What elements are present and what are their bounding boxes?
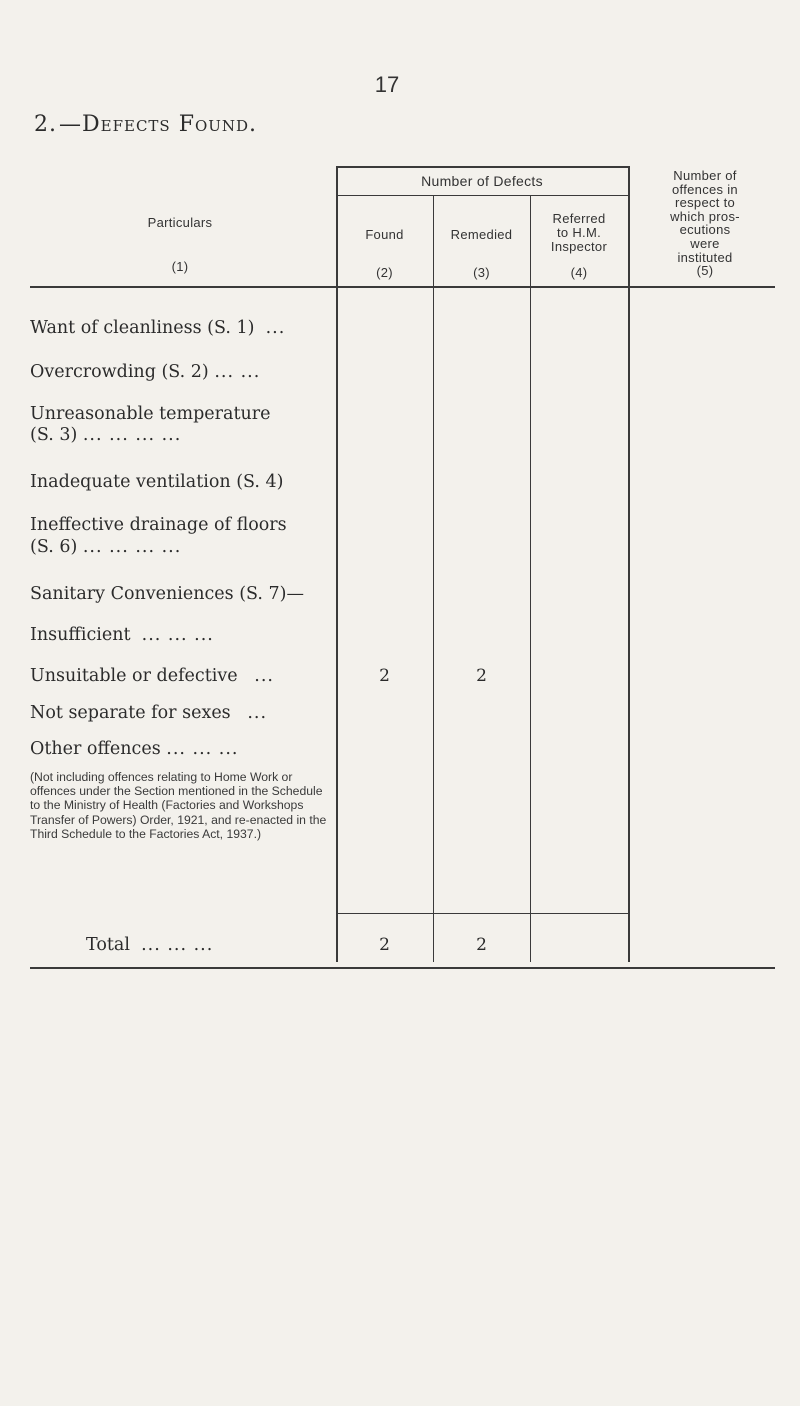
header-prosecutions xyxy=(630,169,780,278)
header-group: Number of Defects xyxy=(421,173,543,189)
header-pros-l1: Number of xyxy=(673,168,737,183)
cell-total-found: 2 xyxy=(379,935,390,955)
section-title xyxy=(34,112,257,137)
header-pros-l5: ecutions xyxy=(679,222,731,238)
rule-header-bottom xyxy=(30,286,775,288)
header-referred xyxy=(530,212,628,254)
row-label-overcrowding: Overcrowding (S. 2) ... ... xyxy=(30,362,261,382)
row-label-drainage-2: (S. 6) ... ... ... ... xyxy=(30,537,182,557)
rule-group-under xyxy=(336,195,628,196)
col-divider-4 xyxy=(628,166,630,962)
row-label-cleanliness: Want of cleanliness (S. 1) ... xyxy=(30,318,286,338)
row-label-other: Other offences ... ... ... xyxy=(30,739,239,759)
rule-bottom xyxy=(30,967,775,969)
col-divider-1 xyxy=(336,166,338,962)
section-title-text: —Defects Found. xyxy=(59,112,258,137)
header-remedied-num: (3) xyxy=(473,265,490,280)
other-offences-note: (Not including offences relating to Home Work or offences under the Section mentioned in the Schedule to the Ministry of Health (Factories and Workshops Transfer of Powers) Order, 1921, and re-enacted in the Third Schedule to the Factories Act, 1937.) xyxy=(30,770,327,841)
header-referred-l3: Inspector xyxy=(550,239,608,254)
row-label-unsuitable: Unsuitable or defective ... xyxy=(30,666,274,686)
header-referred-num: (4) xyxy=(570,265,588,280)
header-pros-num: (5) xyxy=(696,263,714,279)
header-referred-l1: Referred xyxy=(552,211,606,226)
cell-total-remedied: 2 xyxy=(476,935,487,955)
row-label-temperature: Unreasonable temperature xyxy=(30,404,271,424)
row-label-temperature-2: (S. 3) ... ... ... ... xyxy=(30,425,182,445)
header-pros-l4: which pros- xyxy=(670,208,740,224)
header-remedied: Remedied xyxy=(450,227,513,242)
cell-unsuitable-remedied: 2 xyxy=(476,666,487,686)
page-number: 17 xyxy=(374,72,400,97)
header-referred-l2: to H.M. xyxy=(557,225,601,240)
row-label-total: Total ... ... ... xyxy=(86,935,214,955)
row-label-not-separate: Not separate for sexes ... xyxy=(30,703,268,723)
section-number: 2. xyxy=(34,112,57,137)
header-pros-l7: instituted xyxy=(677,249,733,265)
header-found: Found xyxy=(365,227,404,242)
header-found-num: (2) xyxy=(376,265,393,280)
col-divider-3 xyxy=(530,196,531,962)
header-pros-l3: respect to xyxy=(674,195,736,211)
row-label-drainage: Ineffective drainage of floors xyxy=(30,515,287,535)
header-particulars-num: (1) xyxy=(171,259,189,274)
cell-unsuitable-found: 2 xyxy=(379,666,390,686)
col-divider-2 xyxy=(433,196,434,962)
header-particulars: Particulars xyxy=(147,215,213,230)
header-pros-l6: were xyxy=(690,235,720,251)
rule-top xyxy=(336,166,628,168)
row-label-insufficient: Insufficient ... ... ... xyxy=(30,625,214,645)
row-label-ventilation: Inadequate ventilation (S. 4) xyxy=(30,472,284,492)
header-pros-l2: offences in xyxy=(672,181,738,197)
rule-total-top xyxy=(336,913,628,914)
row-label-sanitary: Sanitary Conveniences (S. 7)— xyxy=(30,584,304,604)
